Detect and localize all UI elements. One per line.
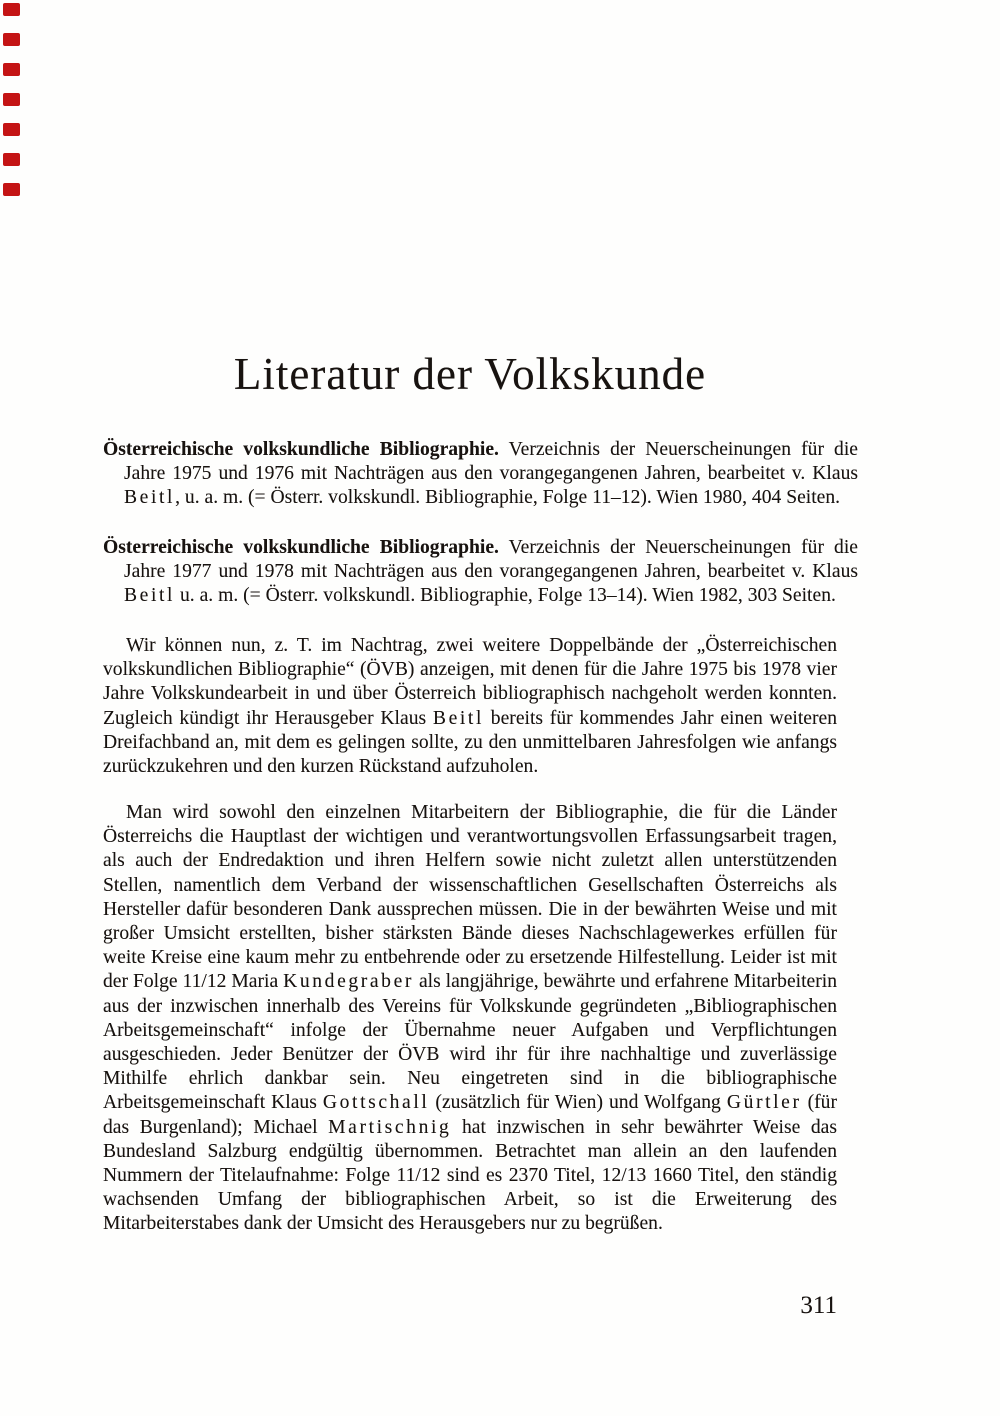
red-edge-marks [0,0,26,210]
entry-bold-title: Österreichische volkskundliche Bibliographie. [103,537,499,558]
letterspaced-name: Gürtler [726,1092,802,1114]
text-run: u. a. m. (= Österr. volkskundl. Bibliographie, Folge 13–14). Wien 1982, 303 Seiten. [175,585,836,607]
red-dash-mark [3,123,20,136]
text-run: (für das Burgenland); Michael [103,1092,837,1138]
red-dash-mark [3,93,20,106]
page-title: Literatur der Volkskunde [233,349,707,399]
red-dash-mark [3,183,20,196]
red-dash-mark [3,63,20,76]
text-run: Verzeichnis der Neuerscheinungen für die Jahre 1975 und 1976 mit Nachträgen aus den vorangegangenen Jahren, bearbeitet v. Klaus [124,439,858,485]
red-dash-mark [3,33,20,46]
entry-bold-title: Österreichische volkskundliche Bibliographie. [103,439,499,460]
body-paragraph [103,801,837,1237]
letterspaced-name: Gottschall [322,1092,430,1114]
text-run: als langjährige, bewährte und erfahrene Mitarbeiterin aus der inzwischen innerhalb des Vereins für Volkskunde gegründeten „Bibliographischen Arbeitsgemeinschaft“ infolge der Übernahme neuer Aufgaben und Verpflichtungen ausgeschieden. Jeder Benützer der ÖVB wird ihr für ihre nachhaltige und zuverlässige Mithilfe ehrlich dankbar sein. Neu eingetreten sind in die bibliographische Arbeitsgemeinschaft Klaus [103,971,837,1114]
red-dash-mark [3,3,20,16]
text-run: Verzeichnis der Neuerscheinungen für die Jahre 1977 und 1978 mit Nachträgen aus den vorangegangenen Jahren, bearbeitet v. Klaus [124,537,858,583]
bibliography-entry [103,536,858,609]
letterspaced-name: Kundegraber [283,971,414,993]
bibliography-entry [103,438,858,511]
page-number: 311 [800,1292,837,1319]
text-run: bereits für kommendes Jahr einen weiteren Dreifachband an, mit dem es gelingen sollte, zu den unmittelbaren Jahresfolgen wie anfangs zurückzukehren und den kurzen Rückstand aufzuholen. [103,707,837,778]
letterspaced-name: Beitl [432,707,485,729]
text-run: , u. a. m. (= Österr. volkskundl. Bibliographie, Folge 11–12). Wien 1980, 404 Seiten. [175,487,841,509]
text-run: (zusätzlich für Wien) und Wolfgang [429,1092,727,1114]
letterspaced-name: Martischnig [328,1116,452,1138]
text-run: Man wird sowohl den einzelnen Mitarbeitern der Bibliographie, die für die Länder Österreichs die Hauptlast der wichtigen und verantwortungsvollen Erfassungsarbeit tragen, als auch der Endredaktion und ihren Helfern sowie nicht zuletzt allen unterstützenden Stellen, namentlich dem Verband der wissenschaftlichen Gesellschaften Österreichs als Hersteller dafür besonderen Dank aussprechen müssen. Die in der bewährten Weise und mit großer Umsicht erstellten, bisher stärksten Bände dieses Nachschlagewerkes erfüllen für weite Kreise eine kaum mehr zu entbehrende oder zu ersetzende Hilfestellung. Leider ist mit der Folge 11/12 Maria [103,802,837,993]
letterspaced-name: Beitl [124,585,176,607]
body-paragraph [103,634,837,779]
text-run: hat inzwischen in sehr bewährter Weise das Bundesland Salzburg endgültig übernommen. Betrachtet man allein an den laufenden Nummern der Titelaufnahme: Folge 11/12 sind es 2370 Titel, 12/13 1660 Titel, den ständig wachsenden Umfang der bibliographischen Arbeit, so ist die Erweiterung des Mitarbeiterstabes dank der Umsicht des Herausgebers nur zu begrüßen. [103,1116,837,1235]
red-dash-mark [3,153,20,166]
letterspaced-name: Beitl [124,487,176,509]
text-run: Wir können nun, z. T. im Nachtrag, zwei weitere Doppelbände der „Österreichischen volkskundlichen Bibliographie“ (ÖVB) anzeigen, mit denen für die Jahre 1975 bis 1978 vier Jahre Volkskundearbeit in und über Österreich bibliographisch nachgeholt werden konnten. Zugleich kündigt ihr Herausgeber Klaus [103,635,837,729]
